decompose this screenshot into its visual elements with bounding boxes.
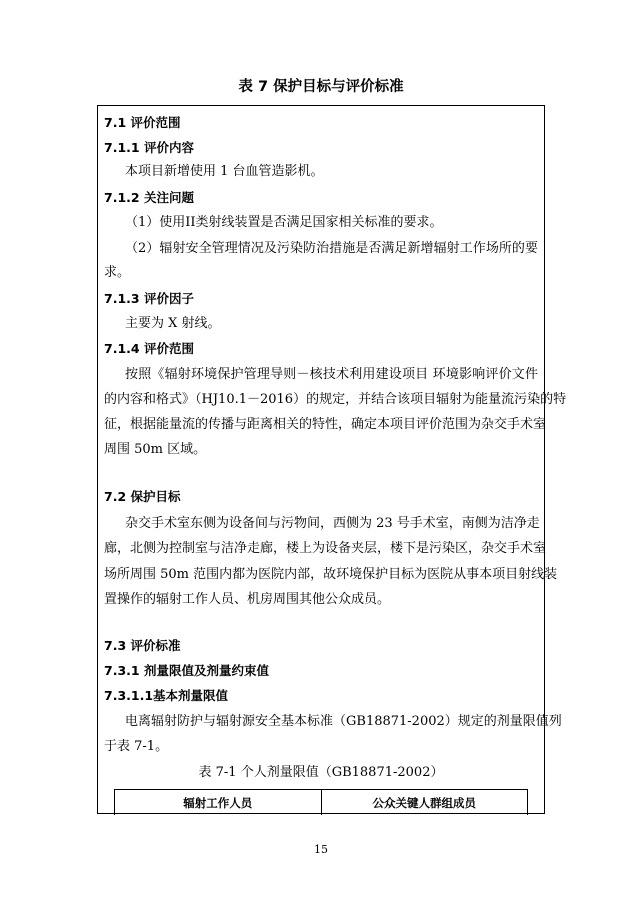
table-7-1: [114, 789, 528, 815]
table-header-radiation-workers: 辐射工作人员: [183, 795, 253, 810]
heading-7-3-1-1: 7.3.1.1基本剂量限值: [104, 688, 229, 703]
paragraph-7-1-2-item2-line2: 求。: [104, 265, 131, 280]
page-number: 15: [314, 843, 328, 856]
heading-7-1-4: 7.1.4 评价范围: [104, 341, 194, 356]
paragraph-7-1-4-line4: 周围 50m 区域。: [104, 442, 207, 457]
heading-7-1-3: 7.1.3 评价因子: [104, 291, 194, 306]
paragraph-7-3-1-1-line2: 于表 7-1。: [104, 739, 169, 754]
page-title: 表 7 保护目标与评价标准: [238, 79, 404, 95]
paragraph-7-1-3: 主要为 X 射线。: [125, 316, 221, 331]
content-frame: [97, 105, 567, 814]
table-header-public-critical-group: 公众关键人群组成员: [321, 790, 528, 815]
paragraph-7-1-1: 本项目新增使用 1 台血管造影机。: [125, 164, 324, 179]
paragraph-7-1-4-line1: 按照《辐射环境保护管理导则－核技术利用建设项目 环境影响评价文件: [125, 367, 538, 382]
heading-7-1-1: 7.1.1 评价内容: [104, 140, 194, 155]
paragraph-7-2-line3: 场所周围 50m 范围内都为医院内部，故环境保护目标为医院从事本项目射线装: [104, 567, 558, 582]
paragraph-7-2-line1: 杂交手术室东侧为设备间与污物间，西侧为 23 号手术室，南侧为洁净走: [125, 516, 540, 531]
paragraph-7-1-4-line3: 征，根据能量流的传播与距离相关的特性，确定本项目评价范围为杂交手术室: [104, 417, 547, 432]
heading-7-1-2: 7.1.2 关注问题: [104, 190, 194, 205]
heading-7-2: 7.2 保护目标: [104, 489, 181, 504]
table-7-1-caption: 表 7-1 个人剂量限值（GB18871-2002）: [198, 765, 444, 780]
heading-7-3-1: 7.3.1 剂量限值及剂量约束值: [104, 663, 269, 678]
heading-7-1: 7.1 评价范围: [104, 115, 181, 130]
paragraph-7-2-line4: 置操作的辐射工作人员、机房周围其他公众成员。: [104, 592, 391, 607]
paragraph-7-1-2-item1: （1）使用II类射线装置是否满足国家相关标准的要求。: [125, 215, 443, 230]
paragraph-7-2-line2: 廊，北侧为控制室与洁净走廊，楼上为设备夹层，楼下是污染区，杂交手术室: [104, 541, 547, 556]
paragraph-7-3-1-1-line1: 电离辐射防护与辐射源安全基本标准（GB18871-2002）规定的剂量限值列: [125, 714, 562, 729]
heading-7-3: 7.3 评价标准: [104, 638, 181, 653]
paragraph-7-1-2-item2-line1: （2）辐射安全管理情况及污染防治措施是否满足新增辐射工作场所的要: [125, 241, 538, 256]
paragraph-7-1-4-line2: 的内容和格式》（HJ10.1－2016）的规定，并结合该项目辐射为能量流污染的特: [104, 392, 567, 407]
